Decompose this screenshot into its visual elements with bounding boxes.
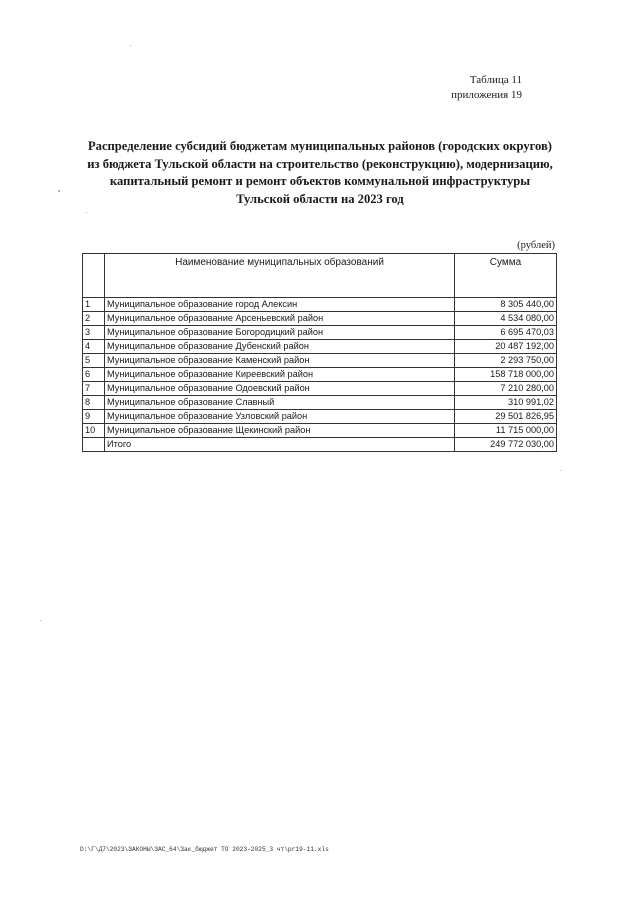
row-number: 7	[83, 382, 105, 396]
subsidy-table	[82, 253, 557, 452]
table-header-row	[83, 254, 557, 298]
row-number: 2	[83, 312, 105, 326]
row-sum: 29 501 826,95	[455, 410, 557, 424]
total-number	[83, 438, 105, 452]
table-row	[83, 368, 557, 382]
row-name: Муниципальное образование Каменский район	[105, 354, 455, 368]
row-number: 3	[83, 326, 105, 340]
row-sum: 158 718 000,00	[455, 368, 557, 382]
row-sum: 2 293 750,00	[455, 354, 557, 368]
row-number: 5	[83, 354, 105, 368]
row-sum: 7 210 280,00	[455, 382, 557, 396]
table-row	[83, 298, 557, 312]
header-name: Наименование муниципальных образований	[105, 254, 455, 298]
header-sum: Сумма	[455, 254, 557, 298]
file-path-footer: D:\Г\Д7\2023\ЗАКОНЫ\ЗАС_64\Зак_бюджет ТО 2023-2025_3 чт\pr19-11.xls	[80, 846, 329, 853]
table-row	[83, 396, 557, 410]
row-sum: 8 305 440,00	[455, 298, 557, 312]
row-name: Муниципальное образование город Алексин	[105, 298, 455, 312]
row-name: Муниципальное образование Щекинский район	[105, 424, 455, 438]
row-sum: 11 715 000,00	[455, 424, 557, 438]
row-name: Муниципальное образование Одоевский район	[105, 382, 455, 396]
row-name: Муниципальное образование Арсеньевский район	[105, 312, 455, 326]
table-row	[83, 424, 557, 438]
units-label: (рублей)	[517, 240, 555, 251]
table-row	[83, 354, 557, 368]
row-sum: 20 487 192,00	[455, 340, 557, 354]
total-label: Итого	[105, 438, 455, 452]
title-line-4: Тульской области на 2023 год	[236, 191, 404, 206]
row-sum: 310 991,02	[455, 396, 557, 410]
row-name: Муниципальное образование Узловский район	[105, 410, 455, 424]
row-name: Муниципальное образование Дубенский район	[105, 340, 455, 354]
scan-speck	[40, 620, 41, 621]
total-sum: 249 772 030,00	[455, 438, 557, 452]
row-sum: 4 534 080,00	[455, 312, 557, 326]
row-name: Муниципальное образование Богородицкий район	[105, 326, 455, 340]
scan-speck	[130, 45, 131, 46]
row-number: 8	[83, 396, 105, 410]
row-name: Муниципальное образование Киреевский район	[105, 368, 455, 382]
row-sum: 6 695 470,03	[455, 326, 557, 340]
table-row	[83, 382, 557, 396]
scan-speck	[560, 470, 561, 471]
row-number: 9	[83, 410, 105, 424]
table-number: Таблица 11	[469, 74, 522, 86]
appendix-number: приложения 19	[451, 89, 522, 101]
scan-speck	[58, 190, 60, 192]
table-total-row	[83, 438, 557, 452]
row-number: 4	[83, 340, 105, 354]
row-number: 10	[83, 424, 105, 438]
header-number	[83, 254, 105, 298]
title-line-2: из бюджета Тульской области на строительство (реконструкцию), модернизацию,	[87, 156, 553, 171]
document-title	[70, 138, 570, 208]
row-name: Муниципальное образование Славный	[105, 396, 455, 410]
title-line-1: Распределение субсидий бюджетам муниципальных районов (городских округов)	[87, 139, 553, 153]
scan-speck	[86, 212, 87, 213]
table-reference	[430, 73, 522, 103]
row-number: 6	[83, 368, 105, 382]
table-row	[83, 410, 557, 424]
table-row	[83, 326, 557, 340]
table-row	[83, 312, 557, 326]
title-line-3: капитальный ремонт и ремонт объектов коммунальной инфраструктуры	[109, 174, 531, 188]
table-row	[83, 340, 557, 354]
row-number: 1	[83, 298, 105, 312]
